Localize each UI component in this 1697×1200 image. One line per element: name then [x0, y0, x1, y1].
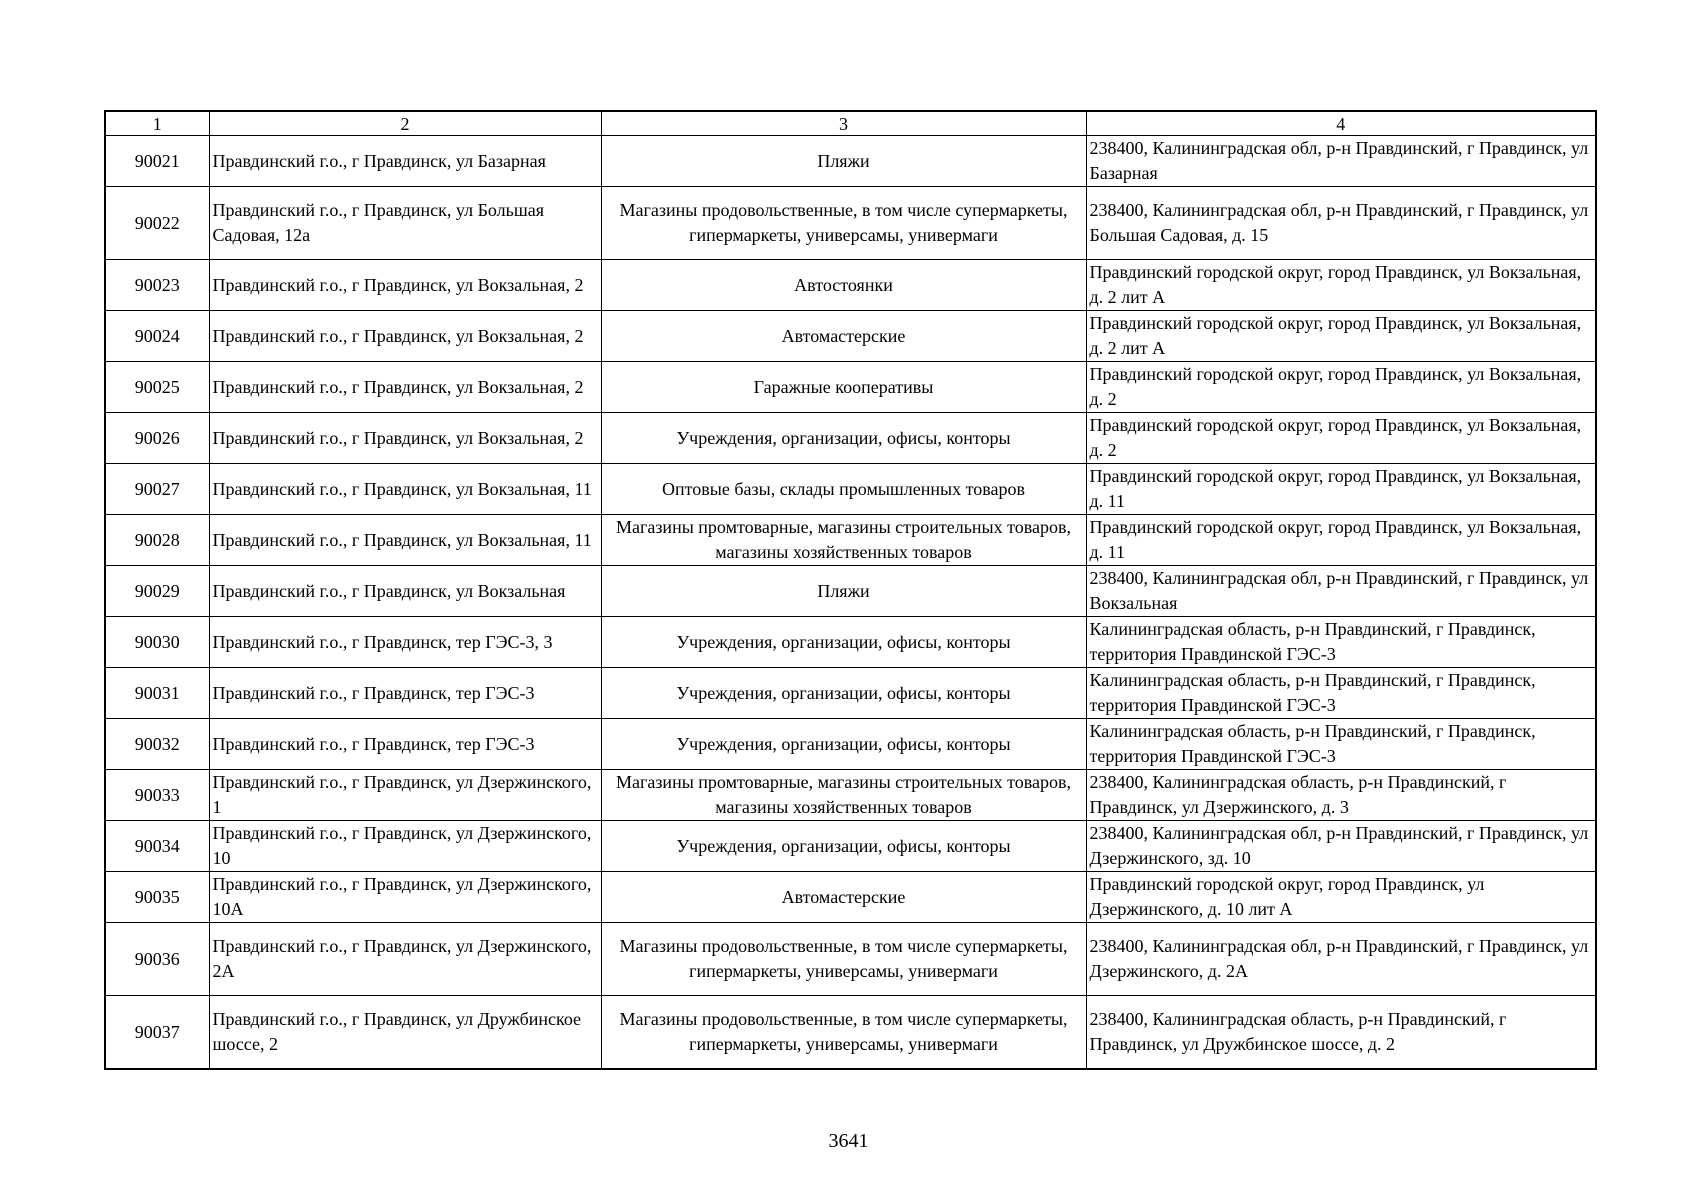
row-id: 90023: [105, 260, 209, 311]
row-location: Правдинский г.о., г Правдинск, ул Дзержинского, 10: [209, 821, 601, 872]
row-address: Калининградская область, р-н Правдинский, г Правдинск, территория Правдинской ГЭС-3: [1086, 617, 1596, 668]
row-address: 238400, Калининградская обл, р-н Правдинский, г Правдинск, ул Большая Садовая, д. 15: [1086, 187, 1596, 260]
row-category: Магазины промтоварные, магазины строительных товаров, магазины хозяйственных товаров: [601, 515, 1086, 566]
row-address: 238400, Калининградская обл, р-н Правдинский, г Правдинск, ул Дзержинского, д. 2А: [1086, 923, 1596, 996]
row-category: Пляжи: [601, 566, 1086, 617]
row-category: Пляжи: [601, 136, 1086, 187]
row-category: Учреждения, организации, офисы, конторы: [601, 821, 1086, 872]
row-location: Правдинский г.о., г Правдинск, ул Дружбинское шоссе, 2: [209, 996, 601, 1070]
table-row: [105, 668, 1596, 719]
row-category: Автомастерские: [601, 311, 1086, 362]
row-location: Правдинский г.о., г Правдинск, ул Дзержинского, 1: [209, 770, 601, 821]
table-row: [105, 719, 1596, 770]
table-row: [105, 872, 1596, 923]
row-address: Калининградская область, р-н Правдинский, г Правдинск, территория Правдинской ГЭС-3: [1086, 719, 1596, 770]
row-address: Правдинский городской округ, город Правдинск, ул Дзержинского, д. 10 лит А: [1086, 872, 1596, 923]
row-id: 90034: [105, 821, 209, 872]
register-table: [104, 110, 1597, 1070]
row-id: 90021: [105, 136, 209, 187]
row-address: Калининградская область, р-н Правдинский, г Правдинск, территория Правдинской ГЭС-3: [1086, 668, 1596, 719]
register-body: [105, 111, 1596, 1069]
row-location: Правдинский г.о., г Правдинск, тер ГЭС-3, 3: [209, 617, 601, 668]
column-header: 3: [601, 111, 1086, 136]
row-location: Правдинский г.о., г Правдинск, ул Базарная: [209, 136, 601, 187]
row-category: Магазины продовольственные, в том числе супермаркеты, гипермаркеты, универсамы, универмаги: [601, 923, 1086, 996]
row-address: Правдинский городской округ, город Правдинск, ул Вокзальная, д. 11: [1086, 464, 1596, 515]
row-id: 90031: [105, 668, 209, 719]
row-category: Учреждения, организации, офисы, конторы: [601, 617, 1086, 668]
row-address: Правдинский городской округ, город Правдинск, ул Вокзальная, д. 2: [1086, 413, 1596, 464]
row-category: Магазины промтоварные, магазины строительных товаров, магазины хозяйственных товаров: [601, 770, 1086, 821]
row-location: Правдинский г.о., г Правдинск, ул Дзержинского, 10А: [209, 872, 601, 923]
row-address: Правдинский городской округ, город Правдинск, ул Вокзальная, д. 2 лит А: [1086, 260, 1596, 311]
page-number: 3641: [828, 1130, 869, 1152]
table-row: [105, 515, 1596, 566]
row-id: 90029: [105, 566, 209, 617]
table-row: [105, 566, 1596, 617]
column-number-row: [105, 111, 1596, 136]
table-row: [105, 923, 1596, 996]
row-id: 90028: [105, 515, 209, 566]
row-location: Правдинский г.о., г Правдинск, ул Вокзальная, 11: [209, 464, 601, 515]
row-id: 90036: [105, 923, 209, 996]
row-location: Правдинский г.о., г Правдинск, ул Дзержинского, 2А: [209, 923, 601, 996]
row-id: 90024: [105, 311, 209, 362]
row-location: Правдинский г.о., г Правдинск, ул Вокзальная, 2: [209, 260, 601, 311]
row-address: Правдинский городской округ, город Правдинск, ул Вокзальная, д. 2 лит А: [1086, 311, 1596, 362]
row-category: Гаражные кооперативы: [601, 362, 1086, 413]
row-id: 90022: [105, 187, 209, 260]
row-id: 90027: [105, 464, 209, 515]
table-row: [105, 996, 1596, 1070]
row-address: 238400, Калининградская область, р-н Правдинский, г Правдинск, ул Дружбинское шоссе, д. 2: [1086, 996, 1596, 1070]
row-address: 238400, Калининградская область, р-н Правдинский, г Правдинск, ул Дзержинского, д. 3: [1086, 770, 1596, 821]
row-id: 90026: [105, 413, 209, 464]
column-header: 2: [209, 111, 601, 136]
row-location: Правдинский г.о., г Правдинск, ул Вокзальная, 2: [209, 362, 601, 413]
row-id: 90032: [105, 719, 209, 770]
table-row: [105, 770, 1596, 821]
row-location: Правдинский г.о., г Правдинск, ул Вокзальная, 2: [209, 413, 601, 464]
table-row: [105, 362, 1596, 413]
row-location: Правдинский г.о., г Правдинск, ул Вокзальная: [209, 566, 601, 617]
row-category: Магазины продовольственные, в том числе супермаркеты, гипермаркеты, универсамы, универмаги: [601, 996, 1086, 1070]
row-location: Правдинский г.о., г Правдинск, тер ГЭС-3: [209, 668, 601, 719]
row-category: Оптовые базы, склады промышленных товаров: [601, 464, 1086, 515]
row-id: 90037: [105, 996, 209, 1070]
row-category: Учреждения, организации, офисы, конторы: [601, 719, 1086, 770]
table-row: [105, 821, 1596, 872]
row-category: Автостоянки: [601, 260, 1086, 311]
row-location: Правдинский г.о., г Правдинск, ул Вокзальная, 2: [209, 311, 601, 362]
row-address: 238400, Калининградская обл, р-н Правдинский, г Правдинск, ул Базарная: [1086, 136, 1596, 187]
table-row: [105, 187, 1596, 260]
row-location: Правдинский г.о., г Правдинск, тер ГЭС-3: [209, 719, 601, 770]
row-category: Учреждения, организации, офисы, конторы: [601, 668, 1086, 719]
column-header: 1: [105, 111, 209, 136]
row-location: Правдинский г.о., г Правдинск, ул Вокзальная, 11: [209, 515, 601, 566]
row-address: 238400, Калининградская обл, р-н Правдинский, г Правдинск, ул Вокзальная: [1086, 566, 1596, 617]
row-id: 90033: [105, 770, 209, 821]
column-header: 4: [1086, 111, 1596, 136]
table-row: [105, 413, 1596, 464]
row-category: Магазины продовольственные, в том числе супермаркеты, гипермаркеты, универсамы, универмаги: [601, 187, 1086, 260]
row-id: 90025: [105, 362, 209, 413]
row-location: Правдинский г.о., г Правдинск, ул Большая Садовая, 12а: [209, 187, 601, 260]
row-id: 90030: [105, 617, 209, 668]
row-address: Правдинский городской округ, город Правдинск, ул Вокзальная, д. 2: [1086, 362, 1596, 413]
row-category: Автомастерские: [601, 872, 1086, 923]
row-address: 238400, Калининградская обл, р-н Правдинский, г Правдинск, ул Дзержинского, зд. 10: [1086, 821, 1596, 872]
row-id: 90035: [105, 872, 209, 923]
row-address: Правдинский городской округ, город Правдинск, ул Вокзальная, д. 11: [1086, 515, 1596, 566]
table-row: [105, 136, 1596, 187]
table-row: [105, 617, 1596, 668]
table-row: [105, 311, 1596, 362]
table-row: [105, 464, 1596, 515]
table-row: [105, 260, 1596, 311]
row-category: Учреждения, организации, офисы, конторы: [601, 413, 1086, 464]
